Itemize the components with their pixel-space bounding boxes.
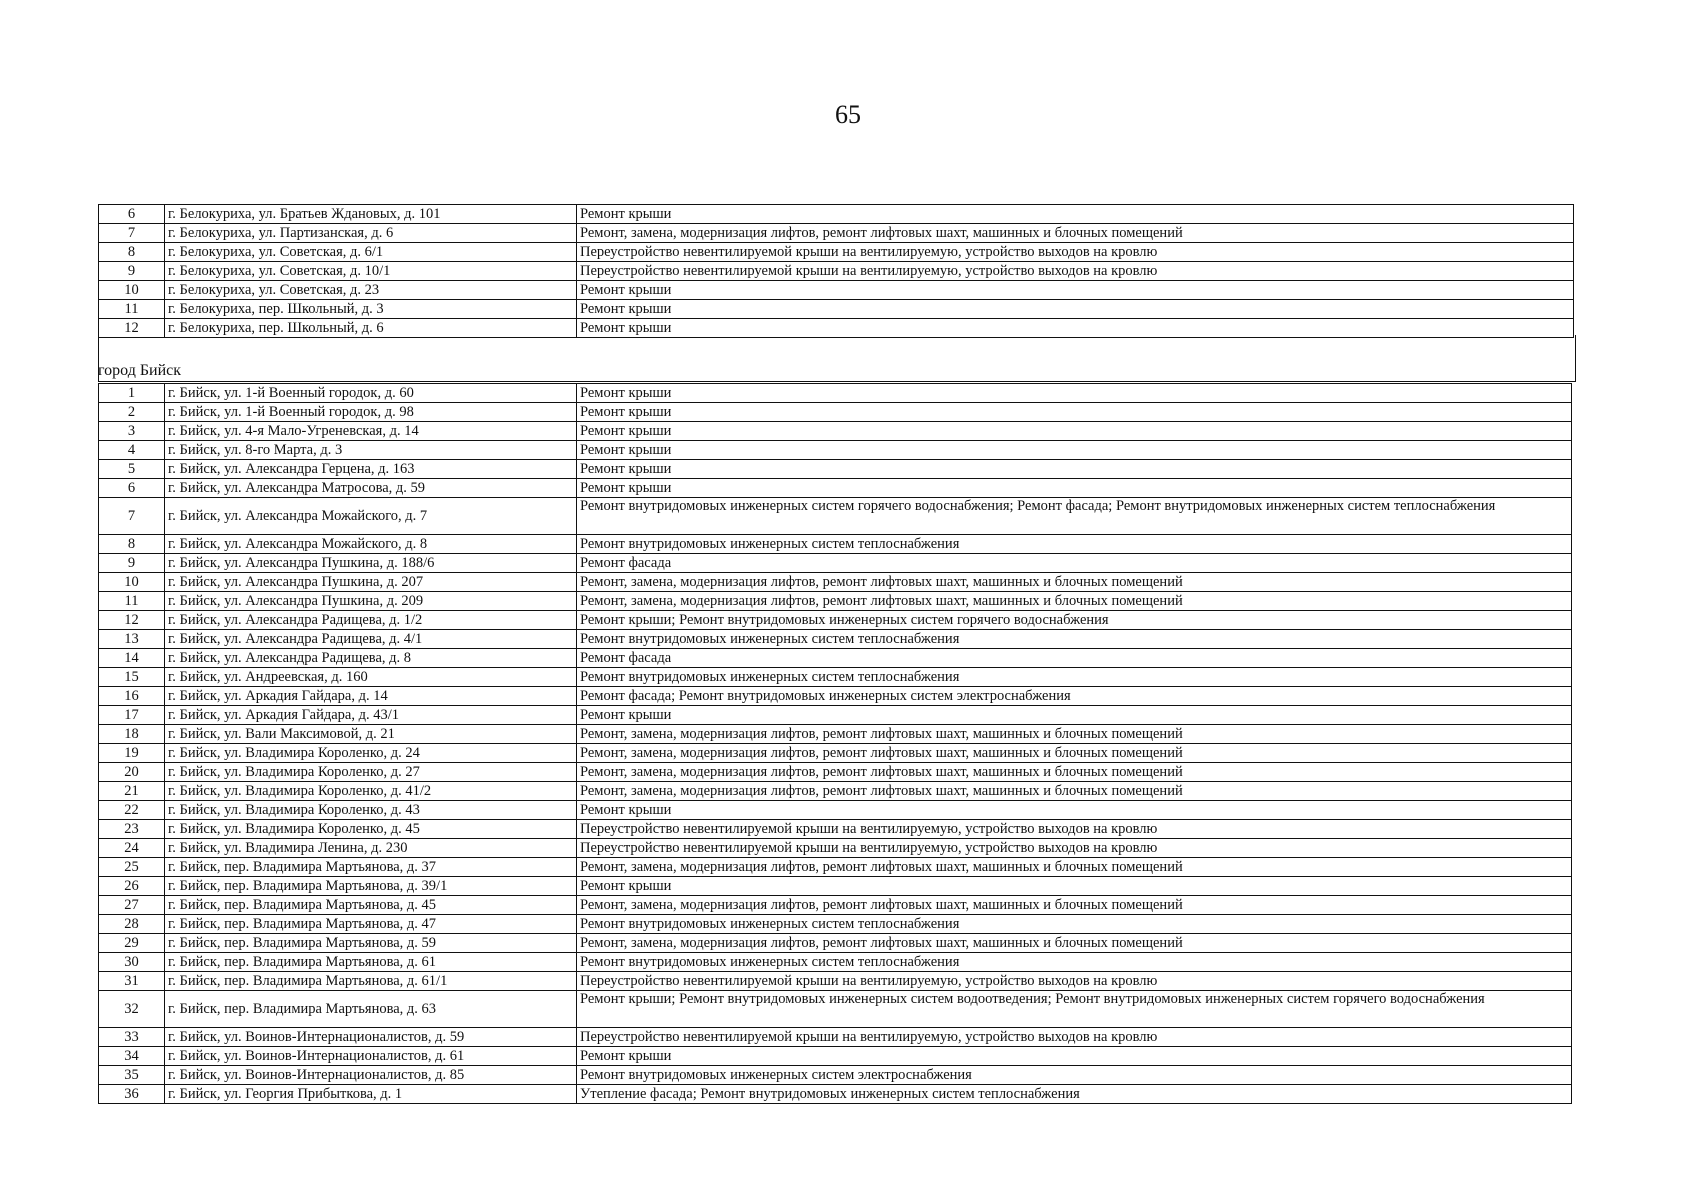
row-work: Ремонт крыши — [577, 319, 1574, 338]
row-work: Ремонт крыши — [577, 205, 1574, 224]
row-address: г. Бийск, ул. Воинов-Интернационалистов, д. 85 — [165, 1066, 577, 1085]
table-row — [99, 384, 1572, 403]
row-work: Переустройство невентилируемой крыши на вентилируемую, устройство выходов на кровлю — [577, 839, 1572, 858]
row-address: г. Бийск, ул. Вали Максимовой, д. 21 — [165, 725, 577, 744]
row-number: 11 — [99, 592, 165, 611]
row-work: Ремонт крыши — [577, 801, 1572, 820]
row-address: г. Бийск, ул. Александра Пушкина, д. 188/6 — [165, 554, 577, 573]
table-row — [99, 535, 1572, 554]
row-work: Ремонт крыши — [577, 281, 1574, 300]
row-number: 23 — [99, 820, 165, 839]
row-number: 36 — [99, 1085, 165, 1104]
row-number: 21 — [99, 782, 165, 801]
row-address: г. Бийск, пер. Владимира Мартьянова, д. 63 — [165, 991, 577, 1028]
row-address: г. Бийск, ул. Александра Пушкина, д. 209 — [165, 592, 577, 611]
row-address: г. Бийск, ул. Александра Радищева, д. 8 — [165, 649, 577, 668]
table-row — [99, 744, 1572, 763]
row-number: 27 — [99, 896, 165, 915]
row-work: Ремонт внутридомовых инженерных систем горячего водоснабжения; Ремонт фасада; Ремонт внутридомовых инженерных систем теплоснабжения — [577, 498, 1572, 535]
row-address: г. Бийск, ул. Александра Можайского, д. 8 — [165, 535, 577, 554]
row-number: 19 — [99, 744, 165, 763]
table-row — [99, 422, 1572, 441]
row-address: г. Бийск, пер. Владимира Мартьянова, д. 61 — [165, 953, 577, 972]
row-address: г. Белокуриха, ул. Советская, д. 10/1 — [165, 262, 577, 281]
row-number: 20 — [99, 763, 165, 782]
row-address: г. Бийск, ул. 4-я Мало-Угреневская, д. 14 — [165, 422, 577, 441]
row-work: Ремонт крыши — [577, 479, 1572, 498]
table-row — [99, 554, 1572, 573]
table-row — [99, 205, 1574, 224]
section-gap-frame — [98, 335, 1576, 382]
table-row — [99, 706, 1572, 725]
row-work: Ремонт внутридомовых инженерных систем теплоснабжения — [577, 953, 1572, 972]
table-row — [99, 763, 1572, 782]
row-number: 32 — [99, 991, 165, 1028]
table-row — [99, 725, 1572, 744]
row-number: 7 — [99, 498, 165, 535]
row-address: г. Белокуриха, ул. Советская, д. 6/1 — [165, 243, 577, 262]
table-row — [99, 877, 1572, 896]
table-row — [99, 243, 1574, 262]
row-address: г. Бийск, пер. Владимира Мартьянова, д. 61/1 — [165, 972, 577, 991]
row-number: 24 — [99, 839, 165, 858]
section-heading-biysk: город Бийск — [98, 362, 182, 379]
row-number: 3 — [99, 422, 165, 441]
row-work: Ремонт внутридомовых инженерных систем теплоснабжения — [577, 535, 1572, 554]
row-number: 6 — [99, 479, 165, 498]
row-number: 29 — [99, 934, 165, 953]
row-number: 33 — [99, 1028, 165, 1047]
table-row — [99, 281, 1574, 300]
row-address: г. Бийск, ул. Аркадия Гайдара, д. 43/1 — [165, 706, 577, 725]
table-row — [99, 1066, 1572, 1085]
table-row — [99, 953, 1572, 972]
table-row — [99, 1085, 1572, 1104]
row-number: 12 — [99, 319, 165, 338]
row-number: 12 — [99, 611, 165, 630]
row-number: 9 — [99, 262, 165, 281]
table-row — [99, 649, 1572, 668]
row-number: 17 — [99, 706, 165, 725]
table-row — [99, 820, 1572, 839]
row-work: Ремонт крыши — [577, 460, 1572, 479]
row-work: Ремонт, замена, модернизация лифтов, ремонт лифтовых шахт, машинных и блочных помещений — [577, 782, 1572, 801]
row-address: г. Бийск, ул. Воинов-Интернационалистов, д. 59 — [165, 1028, 577, 1047]
row-number: 22 — [99, 801, 165, 820]
row-address: г. Бийск, ул. Владимира Короленко, д. 43 — [165, 801, 577, 820]
belokurikha-table — [98, 204, 1574, 338]
table-row — [99, 441, 1572, 460]
row-work: Переустройство невентилируемой крыши на вентилируемую, устройство выходов на кровлю — [577, 262, 1574, 281]
row-address: г. Белокуриха, пер. Школьный, д. 6 — [165, 319, 577, 338]
table-row — [99, 460, 1572, 479]
row-work: Переустройство невентилируемой крыши на вентилируемую, устройство выходов на кровлю — [577, 1028, 1572, 1047]
row-address: г. Бийск, ул. Владимира Короленко, д. 41/2 — [165, 782, 577, 801]
row-work: Ремонт внутридомовых инженерных систем теплоснабжения — [577, 668, 1572, 687]
row-work: Ремонт крыши — [577, 441, 1572, 460]
table-row — [99, 934, 1572, 953]
row-address: г. Бийск, ул. Александра Пушкина, д. 207 — [165, 573, 577, 592]
row-number: 5 — [99, 460, 165, 479]
table-row — [99, 498, 1572, 535]
table-row — [99, 611, 1572, 630]
row-work: Ремонт внутридомовых инженерных систем теплоснабжения — [577, 915, 1572, 934]
table-row — [99, 915, 1572, 934]
row-number: 16 — [99, 687, 165, 706]
row-work: Ремонт крыши; Ремонт внутридомовых инженерных систем водоотведения; Ремонт внутридомовых инженерных систем горячего водоснабжения — [577, 991, 1572, 1028]
row-number: 25 — [99, 858, 165, 877]
row-number: 15 — [99, 668, 165, 687]
row-address: г. Бийск, ул. Владимира Короленко, д. 24 — [165, 744, 577, 763]
row-address: г. Белокуриха, ул. Братьев Ждановых, д. 101 — [165, 205, 577, 224]
table-row — [99, 403, 1572, 422]
row-address: г. Бийск, пер. Владимира Мартьянова, д. 37 — [165, 858, 577, 877]
row-work: Ремонт внутридомовых инженерных систем теплоснабжения — [577, 630, 1572, 649]
table-row — [99, 224, 1574, 243]
row-address: г. Бийск, ул. Александра Матросова, д. 59 — [165, 479, 577, 498]
row-work: Ремонт, замена, модернизация лифтов, ремонт лифтовых шахт, машинных и блочных помещений — [577, 592, 1572, 611]
row-address: г. Бийск, пер. Владимира Мартьянова, д. 59 — [165, 934, 577, 953]
row-work: Ремонт крыши; Ремонт внутридомовых инженерных систем горячего водоснабжения — [577, 611, 1572, 630]
row-work: Ремонт крыши — [577, 384, 1572, 403]
row-work: Ремонт, замена, модернизация лифтов, ремонт лифтовых шахт, машинных и блочных помещений — [577, 858, 1572, 877]
row-address: г. Бийск, пер. Владимира Мартьянова, д. 39/1 — [165, 877, 577, 896]
table-row — [99, 782, 1572, 801]
biysk-table-body — [99, 384, 1572, 1104]
row-number: 31 — [99, 972, 165, 991]
row-number: 2 — [99, 403, 165, 422]
table-row — [99, 1047, 1572, 1066]
table-row — [99, 972, 1572, 991]
row-address: г. Бийск, ул. Александра Можайского, д. 7 — [165, 498, 577, 535]
row-address: г. Бийск, ул. 1-й Военный городок, д. 60 — [165, 384, 577, 403]
row-number: 10 — [99, 573, 165, 592]
table-row — [99, 592, 1572, 611]
row-work: Ремонт, замена, модернизация лифтов, ремонт лифтовых шахт, машинных и блочных помещений — [577, 763, 1572, 782]
row-work: Утепление фасада; Ремонт внутридомовых инженерных систем теплоснабжения — [577, 1085, 1572, 1104]
table-row — [99, 896, 1572, 915]
row-work: Переустройство невентилируемой крыши на вентилируемую, устройство выходов на кровлю — [577, 243, 1574, 262]
row-work: Ремонт крыши — [577, 1047, 1572, 1066]
row-number: 4 — [99, 441, 165, 460]
row-address: г. Бийск, ул. Владимира Короленко, д. 27 — [165, 763, 577, 782]
row-address: г. Бийск, ул. Георгия Прибыткова, д. 1 — [165, 1085, 577, 1104]
row-work: Переустройство невентилируемой крыши на вентилируемую, устройство выходов на кровлю — [577, 972, 1572, 991]
row-number: 6 — [99, 205, 165, 224]
row-address: г. Бийск, ул. Воинов-Интернационалистов, д. 61 — [165, 1047, 577, 1066]
row-work: Переустройство невентилируемой крыши на вентилируемую, устройство выходов на кровлю — [577, 820, 1572, 839]
row-work: Ремонт крыши — [577, 706, 1572, 725]
row-work: Ремонт крыши — [577, 300, 1574, 319]
table-row — [99, 858, 1572, 877]
row-number: 1 — [99, 384, 165, 403]
row-number: 18 — [99, 725, 165, 744]
row-address: г. Бийск, ул. Владимира Короленко, д. 45 — [165, 820, 577, 839]
row-work: Ремонт, замена, модернизация лифтов, ремонт лифтовых шахт, машинных и блочных помещений — [577, 744, 1572, 763]
row-address: г. Бийск, ул. 8-го Марта, д. 3 — [165, 441, 577, 460]
row-address: г. Бийск, ул. Андреевская, д. 160 — [165, 668, 577, 687]
row-address: г. Бийск, ул. Владимира Ленина, д. 230 — [165, 839, 577, 858]
row-number: 35 — [99, 1066, 165, 1085]
row-number: 28 — [99, 915, 165, 934]
table-row — [99, 300, 1574, 319]
table-row — [99, 991, 1572, 1028]
table-row — [99, 801, 1572, 820]
row-address: г. Бийск, ул. Александра Радищева, д. 1/2 — [165, 611, 577, 630]
row-work: Ремонт крыши — [577, 877, 1572, 896]
table-row — [99, 1028, 1572, 1047]
row-work: Ремонт внутридомовых инженерных систем электроснабжения — [577, 1066, 1572, 1085]
table-row — [99, 687, 1572, 706]
row-address: г. Белокуриха, пер. Школьный, д. 3 — [165, 300, 577, 319]
row-number: 10 — [99, 281, 165, 300]
table-row — [99, 573, 1572, 592]
table-row — [99, 262, 1574, 281]
table-row — [99, 839, 1572, 858]
belokurikha-table-body — [99, 205, 1574, 338]
row-work: Ремонт фасада — [577, 554, 1572, 573]
row-address: г. Бийск, пер. Владимира Мартьянова, д. 47 — [165, 915, 577, 934]
row-address: г. Бийск, ул. Аркадия Гайдара, д. 14 — [165, 687, 577, 706]
row-number: 26 — [99, 877, 165, 896]
row-number: 8 — [99, 243, 165, 262]
row-work: Ремонт, замена, модернизация лифтов, ремонт лифтовых шахт, машинных и блочных помещений — [577, 224, 1574, 243]
table-row — [99, 630, 1572, 649]
row-number: 34 — [99, 1047, 165, 1066]
row-work: Ремонт, замена, модернизация лифтов, ремонт лифтовых шахт, машинных и блочных помещений — [577, 896, 1572, 915]
row-work: Ремонт фасада; Ремонт внутридомовых инженерных систем электроснабжения — [577, 687, 1572, 706]
table-row — [99, 479, 1572, 498]
row-address: г. Бийск, пер. Владимира Мартьянова, д. 45 — [165, 896, 577, 915]
row-work: Ремонт, замена, модернизация лифтов, ремонт лифтовых шахт, машинных и блочных помещений — [577, 725, 1572, 744]
row-address: г. Бийск, ул. 1-й Военный городок, д. 98 — [165, 403, 577, 422]
row-number: 13 — [99, 630, 165, 649]
row-number: 14 — [99, 649, 165, 668]
row-address: г. Белокуриха, ул. Партизанская, д. 6 — [165, 224, 577, 243]
biysk-table — [98, 383, 1572, 1104]
row-number: 7 — [99, 224, 165, 243]
row-work: Ремонт крыши — [577, 403, 1572, 422]
row-address: г. Бийск, ул. Александра Герцена, д. 163 — [165, 460, 577, 479]
row-address: г. Белокуриха, ул. Советская, д. 23 — [165, 281, 577, 300]
row-number: 9 — [99, 554, 165, 573]
table-row — [99, 668, 1572, 687]
row-number: 8 — [99, 535, 165, 554]
row-work: Ремонт крыши — [577, 422, 1572, 441]
row-number: 30 — [99, 953, 165, 972]
row-work: Ремонт фасада — [577, 649, 1572, 668]
row-work: Ремонт, замена, модернизация лифтов, ремонт лифтовых шахт, машинных и блочных помещений — [577, 934, 1572, 953]
row-work: Ремонт, замена, модернизация лифтов, ремонт лифтовых шахт, машинных и блочных помещений — [577, 573, 1572, 592]
row-address: г. Бийск, ул. Александра Радищева, д. 4/1 — [165, 630, 577, 649]
page-number: 65 — [835, 100, 861, 129]
row-number: 11 — [99, 300, 165, 319]
